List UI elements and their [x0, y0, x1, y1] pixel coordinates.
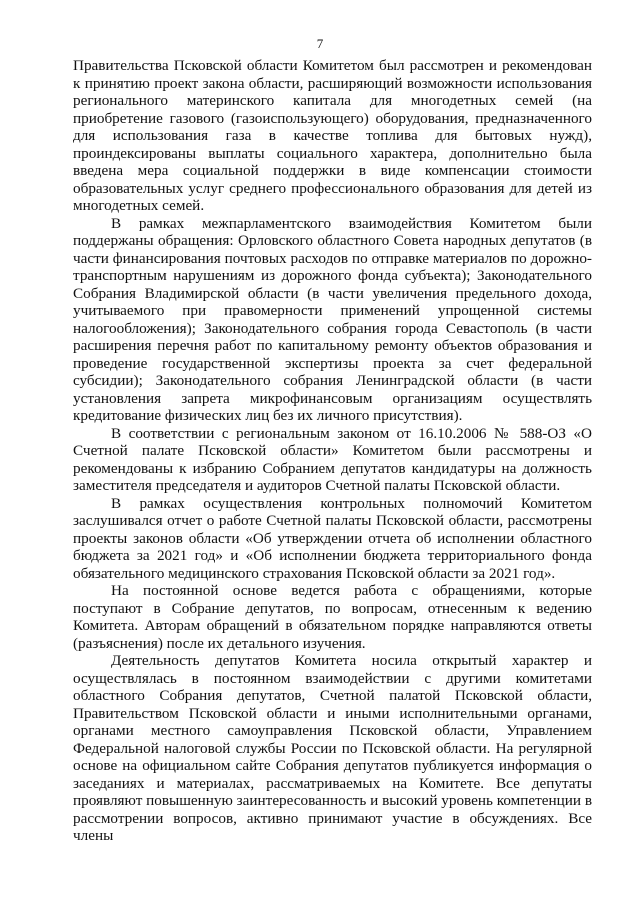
paragraph-control-powers: В рамках осуществления контрольных полномочий Комитетом заслушивался отчет о работе Счетной палаты Псковской области, рассмотрены проекты законов области «Об утверждении отчета об исполнении областного бюджета за 2021 год» и «Об исполнении бюджета территориального фонда обязательного медицинского страхования Псковской области за 2021 год».: [73, 494, 592, 582]
paragraph-continuation: Правительства Псковской области Комитетом был рассмотрен и рекомендован к принятию проект закона области, расширяющий возможности использования регионального материнского капитала для многодетных семей (на приобретение газового (газоиспользующего) оборудования, предназначенного для использования газа в качестве топлива для бытовых нужд), проиндексированы выплаты социального характера, дополнительно была введена мера социальной поддержки в виде компенсации стоимости образовательных услуг среднего профессионального образования для детей из многодетных семей.: [73, 57, 592, 214]
document-body: [73, 57, 592, 845]
page-number: 7: [316, 36, 324, 51]
paragraph-citizen-appeals: На постоянной основе ведется работа с обращениями, которые поступают в Собрание депутатов, по вопросам, отнесенным к ведению Комитета. Авторам обращений в обязательном порядке направляются ответы (разъяснения) после их детального изучения.: [73, 582, 592, 652]
paragraph-interparliamentary: В рамках межпарламентского взаимодействия Комитетом были поддержаны обращения: Орловского областного Совета народных депутатов (в части финансирования почтовых расходов по отправке материалов по дорожно-транспортным нарушениям из дорожного фонда субъекта); Законодательного Собрания Владимирской области (в части увеличения предельного дохода, учитываемого при правомерности применений упрощенной системы налогообложения); Законодательного собрания города Севастополь (в части расширения перечня работ по капитальному ремонту объектов образования и проведение государственной экспертизы проекта за счет федеральной субсидии); Законодательного собрания Ленинградской области (в части установления запрета микрофинансовым организациям осуществлять кредитование физических лиц без их личного присутствия).: [73, 214, 592, 424]
paragraph-committee-activity: Деятельность депутатов Комитета носила открытый характер и осуществлялась в постоянном взаимодействии с другими комитетами областного Собрания депутатов, Счетной палатой Псковской области, Правительством Псковской области и иными исполнительными органами, органами местного самоуправления Псковской области, Управлением Федеральной налоговой службы России по Псковской области. На регулярной основе на официальном сайте Собрания депутатов публикуется информация о заседаниях и материалах, рассматриваемых на Комитете. Все депутаты проявляют повышенную заинтересованность и высокий уровень компетенции в рассмотрении вопросов, активно принимают участие в обсуждениях. Все члены: [73, 652, 592, 844]
paragraph-audit-chamber-candidates: В соответствии с региональным законом от 16.10.2006 № 588-ОЗ «О Счетной палате Псковской области» Комитетом были рассмотрены и рекомендованы к избранию Собранием депутатов кандидатуры на должность заместителя председателя и аудиторов Счетной палаты Псковской области.: [73, 424, 592, 494]
